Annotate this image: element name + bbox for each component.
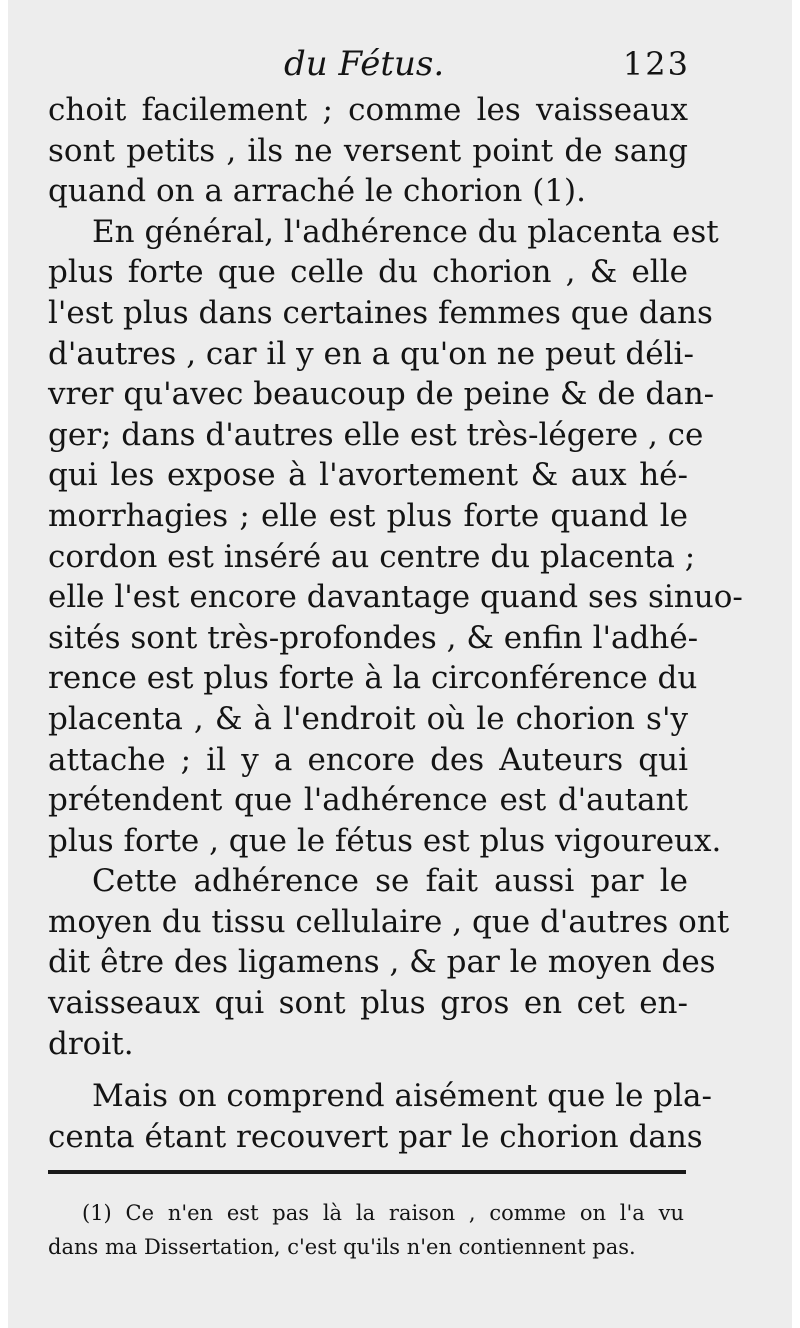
text-line: elle l'est encore davantage quand ses sinuo- (48, 579, 743, 616)
text-line: sités sont très-profondes , & enfin l'adhé- (48, 619, 699, 656)
page-header (8, 44, 792, 94)
text-line: En général, l'adhérence du placenta est (92, 213, 719, 250)
book-page (8, 0, 792, 1328)
text-line: placenta , & à l'endroit où le chorion s'y (48, 700, 688, 737)
footnote-line: dans ma Dissertation, c'est qu'ils n'en contiennent pas. (48, 1235, 636, 1259)
text-line: moyen du tissu cellulaire , que d'autres ont (48, 903, 730, 940)
text-line: qui les expose à l'avortement & aux hé- (48, 457, 688, 494)
text-line: sont petits , ils ne versent point de sang (48, 132, 688, 169)
text-line: prétendent que l'adhérence est d'autant (48, 782, 688, 819)
text-line: cordon est inséré au centre du placenta ; (48, 538, 696, 575)
text-line: l'est plus dans certaines femmes que dans (48, 294, 713, 331)
text-line: rence est plus forte à la circonférence du (48, 660, 698, 697)
text-line: Cette adhérence se fait aussi par le (92, 863, 688, 900)
text-line: d'autres , car il y en a qu'on ne peut déli- (48, 335, 694, 372)
text-line: plus forte , que le fétus est plus vigoureux. (48, 822, 722, 859)
footnote-rule (48, 1170, 686, 1174)
text-line: centa étant recouvert par le chorion dans (48, 1118, 703, 1155)
footnote (48, 1196, 684, 1264)
text-line: choit facilement ; comme les vaisseaux (48, 92, 688, 128)
text-line: dit être des ligamens , & par le moyen des (48, 944, 716, 981)
text-line: vrer qu'avec beaucoup de peine & de dan- (48, 376, 715, 413)
paragraph-gap (48, 1064, 688, 1076)
text-line: ger; dans d'autres elle est très-légere , ce (48, 416, 704, 453)
text-line: droit. (48, 1025, 134, 1062)
text-line: attache ; il y a encore des Auteurs qui (48, 741, 688, 778)
text-line: Mais on comprend aisément que le pla- (92, 1078, 712, 1115)
text-line: plus forte que celle du chorion , & elle (48, 254, 688, 291)
running-title: du Fétus. (284, 44, 445, 84)
page-number: 123 (622, 45, 690, 83)
footnote-line: (1) Ce n'en est pas là la raison , comme on l'a vu (82, 1201, 684, 1225)
text-line: morrhagies ; elle est plus forte quand le (48, 497, 688, 534)
body-text (48, 90, 743, 1157)
text-line: vaisseaux qui sont plus gros en cet en- (48, 985, 688, 1022)
text-line: quand on a arraché le chorion (1). (48, 173, 586, 210)
